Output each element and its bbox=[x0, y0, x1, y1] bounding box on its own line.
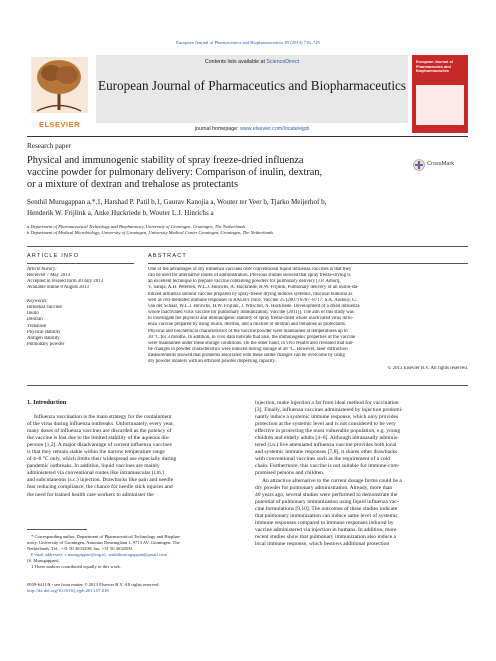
affiliations: a Department of Pharmaceutical Technology and Biopharmacy, University of Groningen, Groningen, The Netherlands b Department of Medical Microbiology, University of Groningen, University Medical Center Groningen, Groningen, The Netherlands bbox=[27, 224, 274, 235]
masthead-divider bbox=[27, 136, 468, 137]
publisher-logo-text: ELSEVIER bbox=[38, 120, 81, 129]
front-matter bbox=[27, 582, 242, 594]
article-info-heading: ARTICLE INFO bbox=[27, 253, 80, 259]
email-addresses[interactable]: E-mail addresses: s.murugappan@rug.nl, senthilmurugappan@gmail.com bbox=[31, 551, 167, 557]
journal-cover bbox=[412, 55, 468, 133]
crossmark-icon bbox=[413, 159, 425, 171]
sciencedirect-link[interactable]: ScienceDirect bbox=[266, 59, 300, 65]
info-heading-rule bbox=[27, 263, 134, 264]
keywords: Keywords: Influenza vaccine Inulin Dextran Trehalose Physical stability Antigen stability Pulmonary powder bbox=[27, 299, 65, 348]
contents-line: Contents lists available at ScienceDirect bbox=[204, 59, 300, 65]
article-title: Physical and immunogenic stability of spray freeze-dried influenza vaccine powder for pulmonary delivery: Comparison of inulin, dextran, or a mixture of dextran and trehalose as protectants bbox=[27, 155, 323, 191]
copyright: © 2013 Elsevier B.V. All rights reserved. bbox=[387, 365, 468, 371]
journal-title: European Journal of Pharmaceutics and Biopharmaceutics bbox=[98, 78, 406, 93]
homepage-link[interactable]: www.elsevier.com/locate/ejpb bbox=[240, 126, 310, 132]
footnote-rule bbox=[27, 529, 87, 530]
footnotes: * Corresponding author. Department of Pharmaceutical Technology and Biophar- macy, University of Groningen, Antonius Deusinglaan 1, 9713 AV, Groningen, The Netherlands. Tel.: +31 50 3633290; fax: +31 50 3632500. E-mail addresses: s.murugappan@rug.nl, senthilmurugappan@gmail.com (S. Murugappan). 1 These authors contributed equally to this work. bbox=[27, 534, 242, 569]
journal-homepage: journal homepage: www.elsevier.com/locate/ejpb bbox=[194, 126, 310, 132]
intro-left-column: Influenza vaccination is the main strategy for the containment of the virus during influenza outbreaks. Unfortunately, every year, many doses of influenza vaccines are discarded as the potency of the vaccine is lost due to the limited stability of the aqueous dis- persion [1,2]. A major disadvantage of current influenza vaccines is that they remain stable within the narrow temperature range of 4–8 °C only, which limits their widespread use especially during pandemic outbreaks. In addition, liquid vaccines are mainly administered via conventional routes like intramuscular (i.m.) and subcutaneous (s.c.) injection. Drawbacks like pain and needle fear reducing compliance, the chance for needle stick injuries and the need for trained health care workers to administer the bbox=[27, 414, 177, 498]
abstract-heading-rule bbox=[148, 263, 468, 264]
crossmark-label: CrossMark bbox=[427, 161, 455, 167]
abstract-body: One of the advantages of dry influenza vaccines over conventional liquid influenza vaccines is that they can be used for alternative routes of administration. Previous studies showed that spray freeze-drying is an excellent technique to prepare vaccine containing powders for pulmonary delivery [J.P. Amorij, V. Saluja, A.H. Petersen, W.L.J. Hinrichs, A. Huckriede, H.W. Frijlink, Pulmonary delivery of an inulin-sta- bilized influenza subunit vaccine prepared by spray-freeze drying induces systemic, mucosal humoral as well as cell-mediated immune responses in BALB/c mice, Vaccine 25 (2007) 8707–8717; S.A. Audouy, G. van der Schaaf, W.L.J. Hinrichs, H.W. Frijlink, J. Wilschut, A. Huckriede. Development of a dried influenza whole inactivated virus vaccine for pulmonary immunization, Vaccine (2011)]. The aim of this study was to investigate the physical and immunogenic stability of spray freeze-dried whole inactivated virus influ- enza vaccine prepared by using inulin, dextran, and a mixture of dextran and trehalose as protectants. Physical and biochemical characteristics of the vaccine powder were maintained at temperatures up to 30 °C for 3 months. In addition, in vivo data indicate that also, the immunogenic properties of the vaccine were maintained under these storage conditions. On the other hand, in vivo results also revealed that sub- tle changes in powder characteristics were induced during storage at 30 °C. However, laser diffraction measurements showed that problems associated with these subtle changes can be overcome by using dry powder inhalers with an efficient powder dispersing capacity. © 2013 Elsevier B.V. All rights reserved. bbox=[148, 267, 468, 371]
running-header: European Journal of Pharmaceutics and Biopharmaceutics 85 (2013) 716–725 bbox=[176, 40, 320, 45]
masthead-panel bbox=[96, 55, 408, 123]
author-list: Senthil Murugappan a,*,1, Harshad P. Patil b,1, Gaurav Kanojia a, Wouter ter Veer b, Tjarko Meijerhof b, Henderik W. Frijlink a, Anke Huckriede b, Wouter L.J. Hinrichs a bbox=[27, 198, 327, 217]
article-history: Article history: Received 7 May 2013 Accepted in revised form 30 July 2013 Available online 8 August 2013 bbox=[27, 267, 104, 291]
info-divider-top bbox=[27, 246, 468, 247]
elsevier-tree-icon bbox=[27, 55, 92, 115]
abstract-divider-bottom bbox=[27, 385, 468, 386]
issn: 0939-6411/$ - see front matter © 2013 Elsevier B.V. All rights reserved. bbox=[27, 582, 160, 587]
intro-right-column: injection, make injection a far from ideal method for vaccination [3]. Finally, influenza vaccines administered by injection predomi- nantly induce a systemic immune response, which only provides protection at the systemic level and is not considered to be very effective in protecting the most vulnerable population, e.g. young children and elderly adults [4–6]. Although intranasally adminis- tered (i.n.) live attenuated influenza vaccine provides both local and systemic immune responses [7,8], it shares other drawbacks with conventional vaccines such as the requirement of a cold chain. Furthermore, this vaccine is not suitable for immune-com- promised persons and children. An attractive alternative to the current dosage forms could be a dry powder for pulmonary administration. Already, more than 40 years ago, several studies were performed to demonstrate the potential of pulmonary immunization using liquid influenza vac- cine formulations [9,10]. The outcomes of these studies indicate that pulmonary immunization can induce same level of systemic immune responses compared to immune responses induced by vaccine administered via injection in humans. In addition, more recent studies show that pulmonary immunization also induce a local immune response, which bestows additional protection bbox=[255, 400, 403, 547]
cover-image bbox=[416, 85, 464, 125]
elsevier-logo bbox=[27, 55, 92, 129]
doi-link[interactable]: http://dx.doi.org/10.1016/j.ejpb.2013.07.018 bbox=[27, 587, 109, 593]
crossmark-badge[interactable] bbox=[413, 158, 468, 172]
abstract-heading: ABSTRACT bbox=[148, 253, 187, 259]
cover-title: European Journal of Pharmaceutics and Biopharmaceutics bbox=[416, 60, 453, 74]
section-heading-introduction: 1. Introduction bbox=[27, 400, 67, 406]
article-type: Research paper bbox=[27, 142, 72, 150]
